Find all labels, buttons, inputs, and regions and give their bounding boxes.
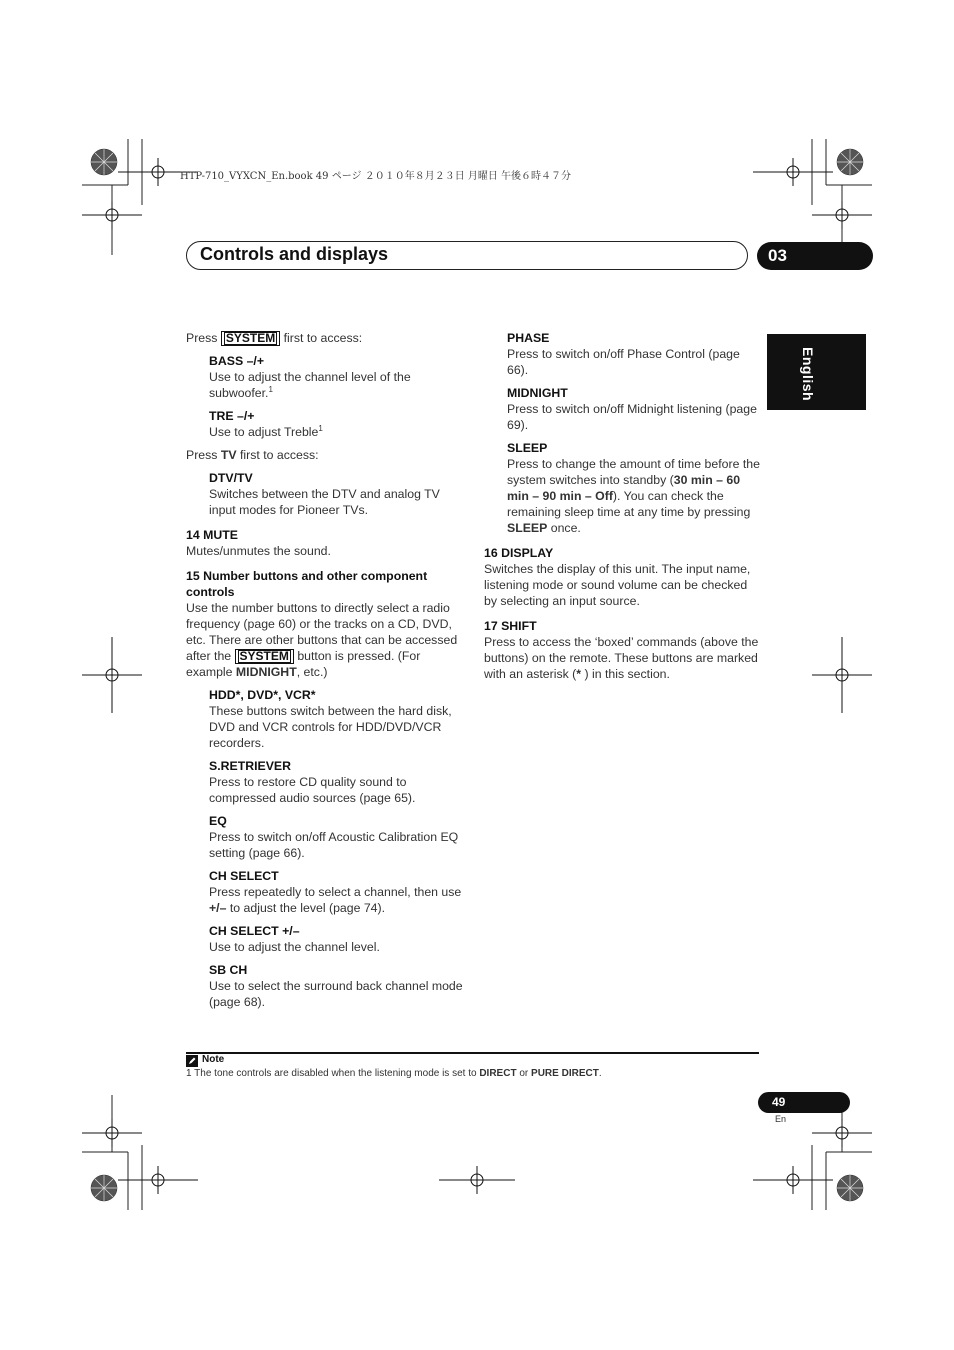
sbch-heading: SB CH — [209, 963, 248, 977]
number-buttons-heading: 15 Number buttons and other component controls — [186, 569, 428, 599]
footnote-text: or — [519, 1068, 529, 1079]
right-column — [484, 330, 760, 682]
asterisk-symbol: * — [576, 667, 582, 681]
number-buttons-text: , etc.) — [296, 665, 328, 679]
shift-heading: 17 SHIFT — [484, 619, 537, 633]
first-to-access-text: first to access: — [283, 331, 363, 345]
number-buttons-text: Use the number buttons to directly select a radio frequency (page 60) or the tracks on a CD, DVD, etc. There are other buttons that can be accessed after the — [186, 601, 458, 663]
page-language: En — [775, 1114, 787, 1124]
midnight-description: Press to switch on/off Midnight listening (page 69). — [507, 402, 757, 432]
press-text: Press — [186, 331, 218, 345]
pure-direct-mode: PURE DIRECT — [531, 1068, 599, 1079]
dtvtv-heading: DTV/TV — [209, 471, 253, 485]
sleep-text: Press to change the amount of time before the system switches into standby ( — [507, 457, 760, 487]
footnote-ref: 1 — [268, 384, 273, 394]
bass-text: Use to adjust the channel level of the subwoofer. — [209, 370, 411, 400]
shift-description — [484, 634, 760, 682]
shift-text: Press to access the ‘boxed’ commands (above the buttons) on the remote. These buttons are marked with an asterisk ( — [484, 635, 759, 681]
footnote-ref: 1 — [318, 423, 323, 433]
footnote-text: 1 The tone controls are disabled when the listening mode is set to — [186, 1068, 477, 1079]
page-number: 49 — [772, 1095, 786, 1109]
number-buttons-description — [186, 600, 464, 680]
tv-key: TV — [220, 448, 237, 462]
phase-description: Press to switch on/off Phase Control (page 66). — [507, 347, 740, 377]
midnight-key: MIDNIGHT — [235, 665, 297, 679]
system-key — [221, 331, 280, 346]
footnote-text: . — [598, 1068, 602, 1079]
treble-text: Use to adjust Treble — [209, 425, 319, 439]
footnote — [186, 1068, 602, 1079]
print-header: HTP-710_VYXCN_En.book 49 ページ ２０１０年８月２３日 月曜日 午後６時４７分 — [180, 171, 572, 182]
sretriever-heading: S.RETRIEVER — [209, 759, 291, 773]
note-label: Note — [202, 1054, 225, 1065]
tv-access-line — [186, 447, 464, 463]
number-buttons-text: button is pressed. (For example — [186, 649, 421, 679]
hdd-heading: HDD*, DVD*, VCR* — [209, 688, 316, 702]
note-divider — [186, 1052, 759, 1054]
chselect-pm-description: Use to adjust the channel level. — [209, 940, 380, 954]
dtvtv-description: Switches between the DTV and analog TV input modes for Pioneer TVs. — [209, 487, 440, 517]
language-tab-label: English — [800, 347, 816, 402]
chselect-heading: CH SELECT — [209, 869, 279, 883]
plus-minus-key: +/– — [209, 901, 227, 915]
display-description: Switches the display of this unit. The input name, listening mode or sound volume can be checked by selecting an input source. — [484, 562, 751, 608]
sleep-times: 30 min – 60 min – 90 min – Off — [507, 473, 741, 503]
shift-text: ) in this section. — [584, 667, 670, 681]
system-access-line — [186, 330, 464, 346]
direct-mode: DIRECT — [479, 1068, 517, 1079]
sbch-description: Use to select the surround back channel mode (page 68). — [209, 979, 463, 1009]
sleep-key: SLEEP — [507, 521, 548, 535]
phase-heading: PHASE — [507, 331, 550, 345]
mute-heading: 14 MUTE — [186, 528, 238, 542]
sleep-description — [507, 456, 760, 536]
chselect-description — [209, 884, 464, 916]
chselect-pm-heading: CH SELECT +/– — [209, 924, 300, 938]
system-key-label: SYSTEM — [225, 331, 276, 345]
sleep-heading: SLEEP — [507, 441, 548, 455]
chapter-number: 03 — [768, 246, 787, 265]
chselect-text: to adjust the level (page 74). — [229, 901, 386, 915]
treble-description — [209, 424, 464, 440]
treble-heading: TRE –/+ — [209, 409, 255, 423]
press-text: Press — [186, 448, 218, 462]
bass-description — [209, 369, 464, 401]
system-key-label: SYSTEM — [239, 649, 289, 663]
eq-heading: EQ — [209, 814, 227, 828]
left-column — [186, 330, 464, 1010]
sleep-text: ). You can check the remaining sleep time at any time by pressing — [507, 489, 751, 519]
eq-description: Press to switch on/off Acoustic Calibration EQ setting (page 66). — [209, 830, 459, 860]
language-tab — [767, 334, 866, 410]
display-heading: 16 DISPLAY — [484, 546, 554, 560]
midnight-heading: MIDNIGHT — [507, 386, 568, 400]
bass-heading: BASS –/+ — [209, 354, 265, 368]
sleep-text: once. — [550, 521, 581, 535]
system-key — [235, 649, 294, 664]
hdd-description: These buttons switch between the hard disk, DVD and VCR controls for HDD/DVD/VCR recorders. — [209, 704, 452, 750]
first-to-access-text: first to access: — [240, 448, 319, 462]
note-pencil-icon — [186, 1055, 198, 1067]
mute-description: Mutes/unmutes the sound. — [186, 544, 331, 558]
sretriever-description: Press to restore CD quality sound to compressed audio sources (page 65). — [209, 775, 416, 805]
page-title: Controls and displays — [200, 244, 389, 264]
chselect-text: Press repeatedly to select a channel, then use — [209, 885, 462, 899]
